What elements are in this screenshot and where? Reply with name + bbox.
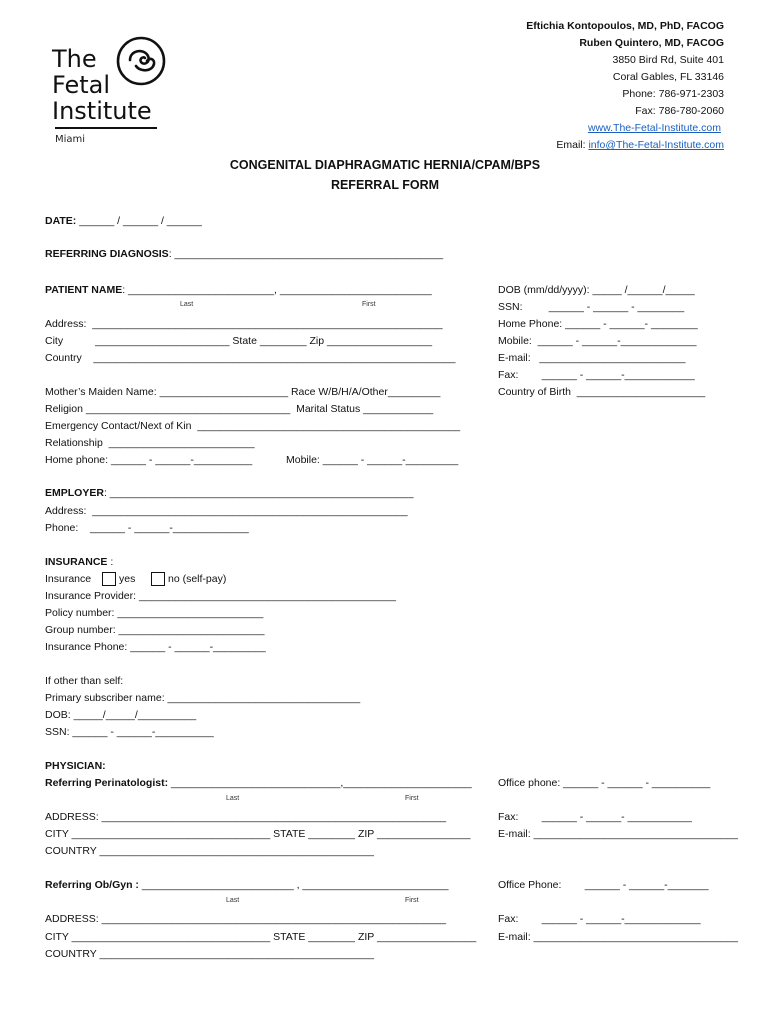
insurance-yes-checkbox[interactable]	[102, 572, 116, 586]
employer-phone-field[interactable]: Phone: ______ - ______-_____________	[45, 522, 249, 534]
primary-subscriber-field[interactable]: Primary subscriber name: _________________________________	[45, 692, 361, 704]
employer-address-field[interactable]: Address: ______________________________________________________	[45, 505, 408, 517]
obgyn-email-field[interactable]: E-mail: ___________________________________	[498, 931, 738, 943]
employer-field[interactable]	[45, 487, 413, 500]
obgyn-field[interactable]	[45, 879, 448, 892]
logo-text-the: The	[52, 45, 97, 73]
perinatologist-city-field[interactable]: CITY __________________________________ STATE ________ ZIP ________________	[45, 828, 471, 840]
obgyn-country-field[interactable]: COUNTRY _______________________________________________	[45, 948, 374, 960]
insurance-no-checkbox[interactable]	[151, 572, 165, 586]
mobile-right-field[interactable]: Mobile: ______ - ______-_____________	[498, 335, 697, 347]
obgyn-last-caption: Last	[226, 897, 240, 904]
if-other-than-self-text: If other than self:	[45, 675, 124, 687]
diagnosis-field[interactable]	[45, 248, 443, 261]
patient-address-field[interactable]: Address: ____________________________________________________________	[45, 318, 443, 330]
obgyn-fax-field[interactable]: Fax: ______ - ______-_____________	[498, 913, 701, 925]
logo-text-institute: Institute	[52, 97, 152, 125]
perinatologist-field[interactable]	[45, 777, 472, 790]
email-label: Email:	[556, 139, 589, 151]
insurance-heading	[45, 556, 113, 569]
perinatologist-first-caption: First	[405, 795, 419, 802]
employer-label: EMPLOYER	[45, 487, 104, 499]
patient-name-blank[interactable]: : _________________________, __________________________	[122, 284, 432, 296]
obgyn-first-caption: First	[405, 897, 419, 904]
subscriber-ssn-field[interactable]: SSN: ______ - ______-__________	[45, 726, 214, 738]
mother-maiden-race-field[interactable]: Mother’s Maiden Name: ______________________ Race W/B/H/A/Other_________	[45, 386, 441, 398]
logo-city: Miami	[55, 134, 86, 145]
doctor-name-1: Eftichia Kontopoulos, MD, PhD, FACOG	[526, 20, 724, 32]
patient-city-state-zip-field[interactable]: City _______________________ State ________ Zip __________________	[45, 335, 433, 347]
date-blank[interactable]: ______ / ______ / ______	[76, 215, 202, 227]
insurance-provider-field[interactable]: Insurance Provider: ____________________________________________	[45, 590, 396, 602]
perinatologist-blank[interactable]: _____________________________,______________________	[168, 777, 472, 789]
patient-first-caption: First	[362, 301, 376, 308]
home-phone-field[interactable]: Home phone: ______ - ______-__________	[45, 454, 253, 466]
address-line-1: 3850 Bird Rd, Suite 401	[612, 54, 724, 66]
obgyn-office-phone-field[interactable]: Office Phone: ______ - ______-_______	[498, 879, 709, 891]
date-field[interactable]	[45, 215, 202, 228]
email-right-field[interactable]: E-mail: _________________________	[498, 352, 686, 364]
insurance-phone-field[interactable]: Insurance Phone: ______ - ______-_________	[45, 641, 266, 653]
subscriber-dob-field[interactable]: DOB: _____/_____/__________	[45, 709, 197, 721]
obgyn-label: Referring Ob/Gyn :	[45, 879, 139, 891]
dob-field[interactable]: DOB (mm/dd/yyyy): _____ /______/_____	[498, 284, 695, 296]
diagnosis-label: REFERRING DIAGNOSIS	[45, 248, 169, 260]
address-line-2: Coral Gables, FL 33146	[612, 71, 724, 83]
insurance-colon: :	[107, 556, 114, 568]
logo-divider	[55, 127, 157, 129]
obgyn-blank[interactable]: __________________________ , _________________________	[138, 879, 449, 891]
insurance-label: INSURANCE	[45, 556, 108, 568]
policy-number-field[interactable]: Policy number: _________________________	[45, 607, 264, 619]
employer-blank[interactable]: : ____________________________________________________	[103, 487, 414, 499]
relationship-field[interactable]: Relationship _________________________	[45, 437, 255, 449]
email-line	[556, 139, 724, 152]
perinatologist-fax-field[interactable]: Fax: ______ - ______- ___________	[498, 811, 692, 823]
phone-number: Phone: 786-971-2303	[622, 88, 724, 100]
insurance-yes-label: yes	[119, 573, 136, 585]
patient-name-field[interactable]	[45, 284, 432, 297]
date-label: DATE:	[45, 215, 77, 227]
insurance-no-label: no (self-pay)	[168, 573, 227, 585]
patient-last-caption: Last	[180, 301, 194, 308]
logo-text-fetal: Fetal	[52, 71, 111, 99]
mobile-field[interactable]: Mobile: ______ - ______-_________	[286, 454, 459, 466]
physician-heading: PHYSICIAN:	[45, 760, 106, 772]
perinatologist-email-field[interactable]: E-mail: ___________________________________	[498, 828, 738, 840]
group-number-field[interactable]: Group number: _________________________	[45, 624, 265, 636]
doctor-name-2: Ruben Quintero, MD, FACOG	[579, 37, 724, 49]
fax-number: Fax: 786-780-2060	[635, 105, 724, 117]
perinatologist-office-phone-field[interactable]: Office phone: ______ - ______ - __________	[498, 777, 711, 789]
perinatologist-label: Referring Perinatologist:	[45, 777, 169, 789]
patient-country-field[interactable]: Country ______________________________________________________________	[45, 352, 456, 364]
perinatologist-address-field[interactable]: ADDRESS: ___________________________________________________________	[45, 811, 447, 823]
home-phone-right-field[interactable]: Home Phone: ______ - ______- ________	[498, 318, 698, 330]
emergency-contact-field[interactable]: Emergency Contact/Next of Kin _____________________________________________	[45, 420, 461, 432]
obgyn-city-field[interactable]: CITY __________________________________ STATE ________ ZIP _________________	[45, 931, 477, 943]
patient-name-label: PATIENT NAME	[45, 284, 123, 296]
perinatologist-country-field[interactable]: COUNTRY _______________________________________________	[45, 845, 374, 857]
religion-marital-field[interactable]: Religion ___________________________________ Marital Status ____________	[45, 403, 434, 415]
insurance-text: Insurance	[45, 573, 92, 585]
ssn-field[interactable]: SSN: ______ - ______ - ________	[498, 301, 685, 313]
form-title: CONGENITAL DIAPHRAGMATIC HERNIA/CPAM/BPS	[229, 158, 541, 172]
website-link[interactable]: www.The-Fetal-Institute.com	[587, 122, 721, 134]
obgyn-address-field[interactable]: ADDRESS: ___________________________________________________________	[45, 913, 447, 925]
form-subtitle: REFERRAL FORM	[330, 178, 440, 192]
email-link[interactable]: info@The-Fetal-Institute.com	[588, 139, 724, 151]
fetal-institute-logo-icon	[114, 34, 170, 90]
fax-right-field[interactable]: Fax: ______ - ______-____________	[498, 369, 695, 381]
country-of-birth-field[interactable]: Country of Birth ______________________	[498, 386, 706, 398]
diagnosis-blank[interactable]: : ______________________________________________	[168, 248, 444, 260]
perinatologist-last-caption: Last	[226, 795, 240, 802]
